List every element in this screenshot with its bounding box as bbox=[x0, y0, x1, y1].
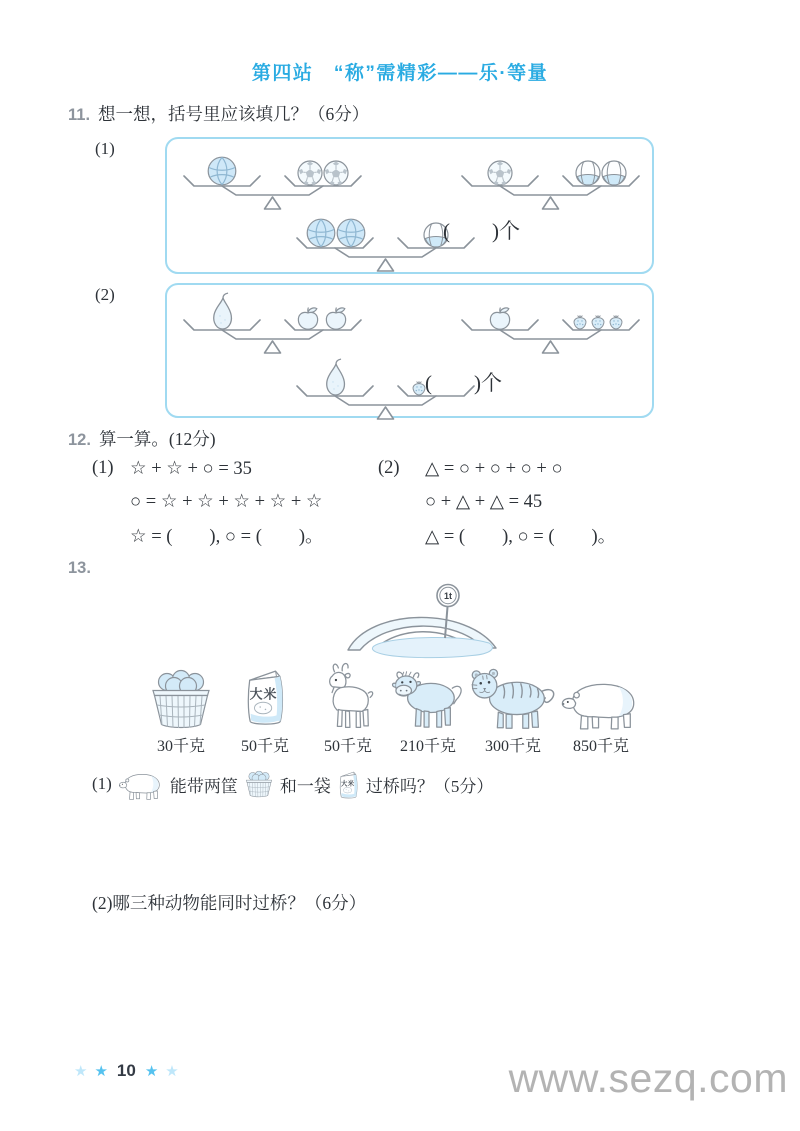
star-icon: ★ bbox=[94, 1062, 108, 1080]
q12-part1-line1: ☆ + ☆ + ○ = 35 bbox=[130, 458, 252, 479]
star-icon: ★ bbox=[144, 1062, 159, 1080]
q11-part1-answer-blank: ( )个 bbox=[443, 219, 520, 243]
equation-row bbox=[92, 452, 324, 485]
q12-part2-line2: ○ + △ + △ = 45 bbox=[425, 491, 543, 512]
item-weight-label: 30千克 bbox=[156, 738, 205, 755]
q13-sub1-text-a: 能带两筐 bbox=[169, 776, 238, 796]
scale-soccer-vs-beachballs bbox=[458, 147, 643, 211]
item-weight-label: 850千克 bbox=[572, 738, 629, 755]
strawberry-icon bbox=[574, 316, 586, 329]
q11-part1-label: (1) bbox=[95, 139, 115, 158]
beach-ball-icon bbox=[576, 161, 600, 185]
star-icon: ★ bbox=[165, 1062, 179, 1080]
question-11-prompt: 想一想，括号里应该填几？（6分） bbox=[98, 104, 370, 124]
equation-row bbox=[378, 452, 616, 485]
q12-part1-line2: ○ = ☆ + ☆ + ☆ + ☆ + ☆ bbox=[130, 491, 323, 512]
q11-part1-box bbox=[165, 137, 654, 274]
rice-bag-inline-icon bbox=[337, 768, 360, 801]
fruit-basket-inline-icon bbox=[244, 770, 274, 798]
basketball-icon bbox=[208, 157, 236, 185]
goat-icon bbox=[320, 660, 376, 730]
page-footer bbox=[74, 1061, 179, 1081]
item-tiger bbox=[463, 660, 563, 756]
question-12-number: 12. bbox=[68, 431, 91, 449]
bridge-icon bbox=[348, 585, 496, 658]
strawberry-icon bbox=[413, 382, 425, 395]
equation-row bbox=[378, 485, 616, 518]
apple-icon bbox=[298, 308, 317, 329]
q13-sub1-line bbox=[92, 764, 493, 804]
pear-icon bbox=[327, 359, 345, 395]
apple-icon bbox=[490, 308, 509, 329]
tiger-icon bbox=[469, 661, 557, 730]
scale-apple-vs-strawberries bbox=[458, 291, 643, 355]
q12-part2-label: (2) bbox=[378, 458, 400, 478]
q13-sub1-text-b: 和一袋 bbox=[279, 776, 331, 796]
strawberry-icon bbox=[610, 316, 622, 329]
page-number: 10 bbox=[116, 1061, 136, 1080]
q13-sub1-text-c: 过桥吗？（5分） bbox=[365, 776, 494, 796]
equation-row bbox=[378, 518, 616, 551]
q12-part2-line1: △ = ○ + ○ + ○ + ○ bbox=[425, 458, 563, 479]
item-weight-label: 300千克 bbox=[484, 738, 541, 755]
question-11-header bbox=[68, 101, 369, 126]
strawberry-icon bbox=[592, 316, 604, 329]
question-11-number: 11. bbox=[68, 106, 91, 124]
item-weight-label: 210千克 bbox=[399, 738, 456, 755]
item-weight-label: 50千克 bbox=[240, 738, 289, 755]
scale-basketball-vs-soccer bbox=[180, 147, 365, 211]
soccer-ball-icon bbox=[324, 161, 348, 185]
q13-sub2-line: (2)哪三种动物能同时过桥？（6分） bbox=[92, 893, 367, 913]
pear-icon bbox=[214, 293, 232, 329]
equation-row bbox=[92, 485, 324, 518]
soccer-ball-icon bbox=[488, 161, 512, 185]
q11-part2-answer-blank: ( )个 bbox=[425, 371, 502, 395]
polar-bear-icon bbox=[560, 673, 642, 730]
item-weight-label: 50千克 bbox=[323, 738, 372, 755]
basketball-icon bbox=[307, 219, 335, 247]
rice-bag-icon bbox=[242, 663, 288, 730]
soccer-ball-icon bbox=[298, 161, 322, 185]
question-13-number: 13. bbox=[68, 559, 91, 577]
question-12-prompt: 算一算。(12分) bbox=[98, 429, 216, 449]
apple-icon bbox=[326, 308, 345, 329]
q11-part2-label: (2) bbox=[95, 285, 115, 304]
item-polar-bear bbox=[551, 660, 651, 756]
star-icon: ★ bbox=[74, 1062, 88, 1080]
polar-bear-inline-icon bbox=[118, 768, 164, 800]
question-12-header bbox=[68, 426, 216, 451]
q12-part2-line3: △ = ( ), ○ = ( )。 bbox=[425, 526, 617, 547]
q11-part2-box bbox=[165, 283, 654, 418]
fruit-basket-icon bbox=[148, 668, 214, 730]
q12-part1-label: (1) bbox=[92, 458, 114, 478]
equation-row bbox=[92, 518, 324, 551]
q12-part1-equations bbox=[92, 452, 324, 551]
scale-pear-vs-apples bbox=[180, 291, 365, 355]
q12-part1-line3: ☆ = ( ), ○ = ( )。 bbox=[130, 526, 324, 547]
q13-sub1-label: (1) bbox=[92, 774, 112, 793]
page-title: 第四站 “称”需精彩——乐·等量 bbox=[251, 63, 549, 84]
beach-ball-icon bbox=[602, 161, 626, 185]
basketball-icon bbox=[337, 219, 365, 247]
watermark: www.sezq.com bbox=[508, 1055, 788, 1101]
bridge-illustration bbox=[342, 580, 502, 672]
q12-part2-equations bbox=[378, 452, 616, 551]
cow-icon bbox=[391, 660, 465, 730]
